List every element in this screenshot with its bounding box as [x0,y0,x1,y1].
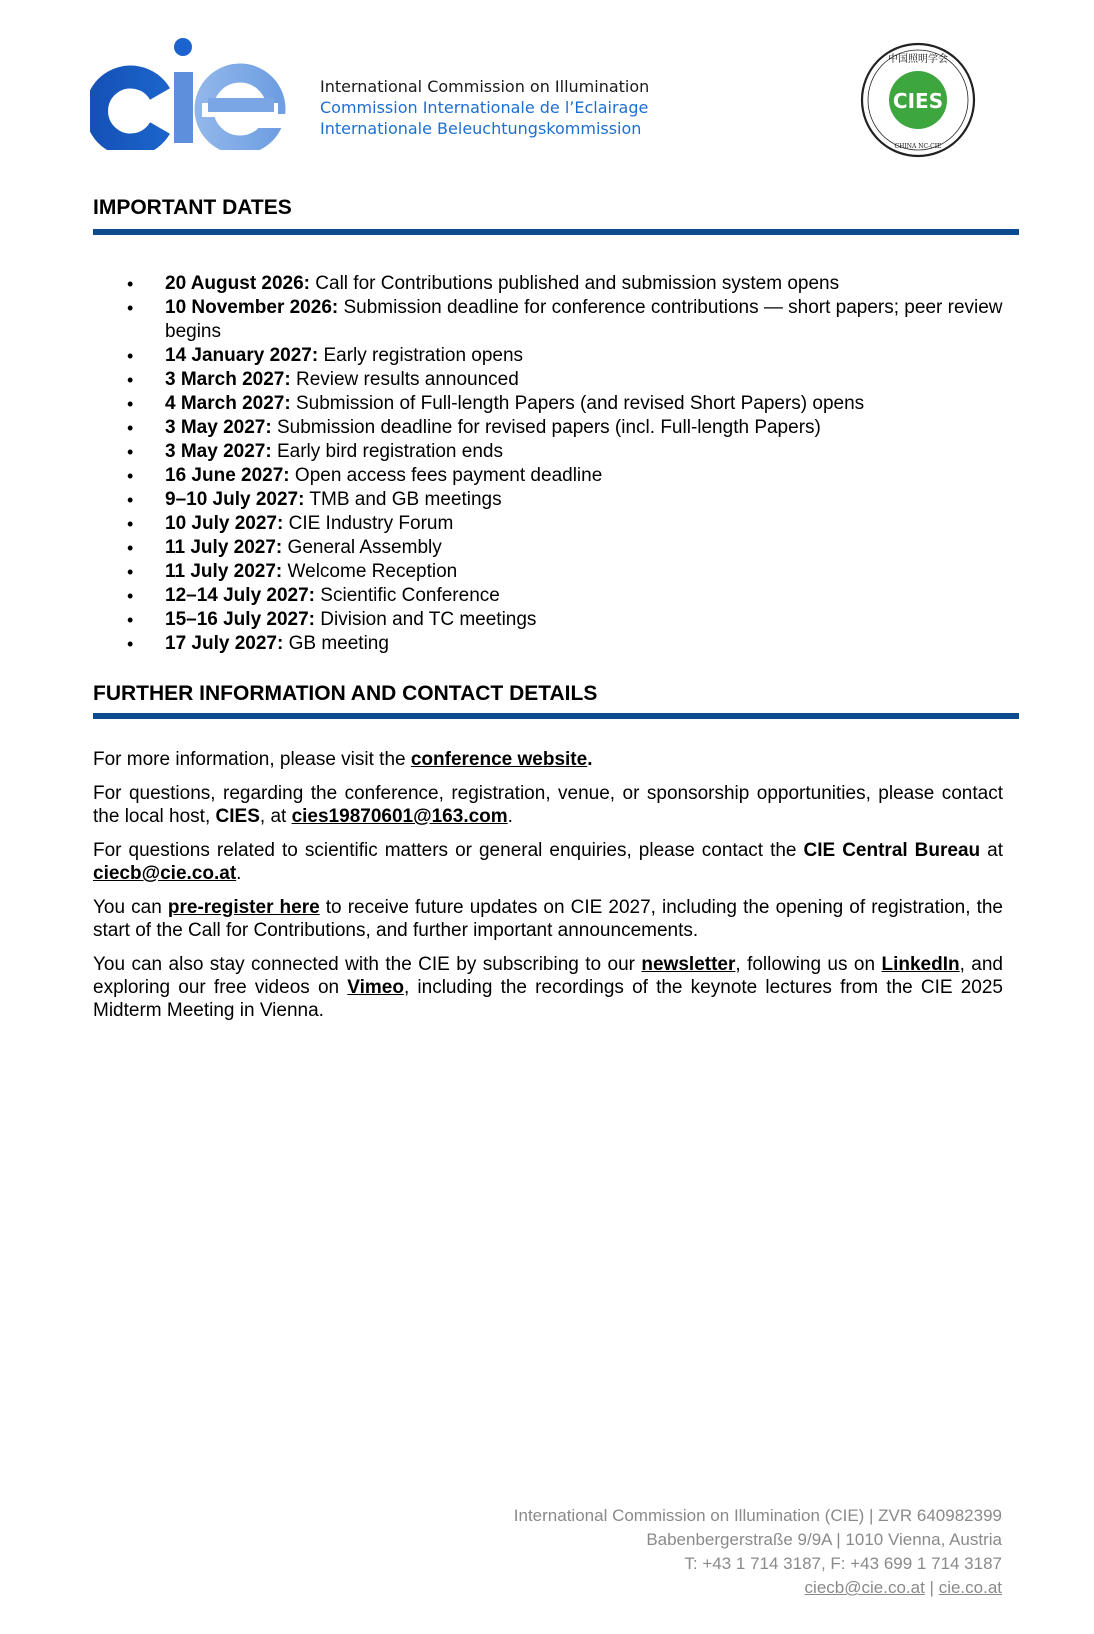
date-description: Open access fees payment deadline [294,465,603,486]
vimeo-link[interactable]: Vimeo [347,977,404,998]
footer-line-links [514,1576,1002,1600]
date-item [93,344,1013,368]
date-description: Submission deadline for conference contributions — short papers; peer review begins [165,297,1003,342]
cies-seal-logo [860,42,976,158]
date-label: 3 May 2027: [165,417,272,438]
date-label: 10 November 2026: [165,297,339,318]
date-item [93,416,1013,440]
date-item [93,584,1013,608]
org-name-en: International Commission on Illumination [320,77,650,96]
date-item [93,512,1013,536]
text: , including the recordings of the keynote lectures from the CIE 2025 Midterm Meeting in Vienna. [93,977,1003,1021]
date-label: 16 June 2027: [165,465,290,486]
info-paragraph-website [93,748,1003,771]
date-item [93,392,1013,416]
date-item [93,296,1013,344]
date-label: 17 July 2027: [165,633,284,654]
date-item [93,488,1013,512]
seal-bottom-text: CHINA NC-CIE [894,143,942,150]
org-name-fr: Commission Internationale de l’Eclairage [320,98,649,117]
date-description: General Assembly [287,537,442,558]
text: You can [93,897,168,918]
date-description: TMB and GB meetings [309,489,502,510]
date-label: 11 July 2027: [165,537,283,558]
text: , and exploring our free videos on [93,954,1003,998]
important-dates-title: IMPORTANT DATES [93,196,292,219]
date-label: 12–14 July 2027: [165,585,316,606]
text: For more information, please visit the [93,749,411,770]
footer [514,1504,1002,1600]
date-label: 9–10 July 2027: [165,489,305,510]
seal-center-text: CIES [892,89,944,113]
ciecb-email-link[interactable]: ciecb@cie.co.at [93,863,237,884]
date-description: Submission deadline for revised papers (incl. Full-length Papers) [276,417,821,438]
date-label: 3 May 2027: [165,441,272,462]
central-bureau-name: CIE Central Bureau [803,840,981,861]
section-divider [93,229,1019,235]
seal-ring-text: CHINA ILLUMINATING ENGINEERING SOCIETY [860,42,883,43]
date-item [93,440,1013,464]
text: , following us on [735,954,882,975]
text: at [980,840,1004,861]
footer-line-address: Babenbergerstraße 9/9A | 1010 Vienna, Austria [646,1530,1002,1549]
section-divider [93,713,1019,719]
cie-logo-text: cie [90,38,92,39]
info-paragraph-social [93,953,1003,1022]
text: to receive future updates on CIE 2027, including the opening of registration, the start of the Call for Contributions, and further important announcements. [93,897,1003,941]
conference-website-link[interactable]: conference website [410,749,588,770]
date-item [93,272,1013,296]
date-label: 4 March 2027: [165,393,291,414]
footer-line-phone: T: +43 1 714 3187, F: +43 699 1 714 3187 [684,1554,1002,1573]
text: For questions, regarding the conference, registration, venue, or sponsorship opportunities, please contact the local host, [93,783,1003,827]
pre-register-link[interactable]: pre-register here [167,897,320,918]
cies-email-link[interactable]: cies19870601@163.com [291,806,508,827]
date-label: 11 July 2027: [165,561,283,582]
date-item [93,632,1013,656]
date-description: Scientific Conference [320,585,500,606]
date-label: 14 January 2027: [165,345,319,366]
seal-top-text: 中国照明学会 [888,54,948,65]
info-paragraph-central-bureau [93,839,1003,885]
date-label: 3 March 2027: [165,369,291,390]
text: . [587,749,593,770]
date-label: 15–16 July 2027: [165,609,316,630]
important-dates-list [93,272,1013,656]
date-description: Submission of Full-length Papers (and revised Short Papers) opens [295,393,865,414]
text: , at [259,806,292,827]
cies-name: CIES [215,806,260,827]
date-item [93,368,1013,392]
date-description: CIE Industry Forum [288,513,454,534]
footer-line-org: International Commission on Illumination (CIE) | ZVR 640982399 [513,1506,1002,1525]
further-info-body [93,748,1003,1033]
cie-logo [90,38,290,150]
info-paragraph-preregister [93,896,1003,942]
date-label: 20 August 2026: [165,273,311,294]
date-description: Welcome Reception [287,561,458,582]
date-description: GB meeting [288,633,389,654]
date-description: Division and TC meetings [320,609,537,630]
date-item [93,560,1013,584]
date-description: Review results announced [295,369,519,390]
newsletter-link[interactable]: newsletter [641,954,736,975]
date-label: 10 July 2027: [165,513,284,534]
text: You can also stay connected with the CIE by subscribing to our [93,954,642,975]
linkedin-link[interactable]: LinkedIn [881,954,960,975]
info-paragraph-local-host [93,782,1003,828]
date-item [93,464,1013,488]
text: . [236,863,242,884]
date-item [93,608,1013,632]
text: For questions related to scientific matters or general enquiries, please contact the [93,840,804,861]
footer-separator: | [924,1578,939,1597]
org-name-de: Internationale Beleuchtungskommission [320,119,642,138]
date-description: Early bird registration ends [276,441,503,462]
date-description: Call for Contributions published and submission system opens [315,273,840,294]
date-item [93,536,1013,560]
date-description: Early registration opens [323,345,524,366]
footer-email-link[interactable]: ciecb@cie.co.at [804,1578,925,1597]
footer-website-link[interactable]: cie.co.at [938,1578,1002,1597]
org-names [320,76,649,139]
text: . [507,806,513,827]
further-info-title: FURTHER INFORMATION AND CONTACT DETAILS [93,682,598,705]
